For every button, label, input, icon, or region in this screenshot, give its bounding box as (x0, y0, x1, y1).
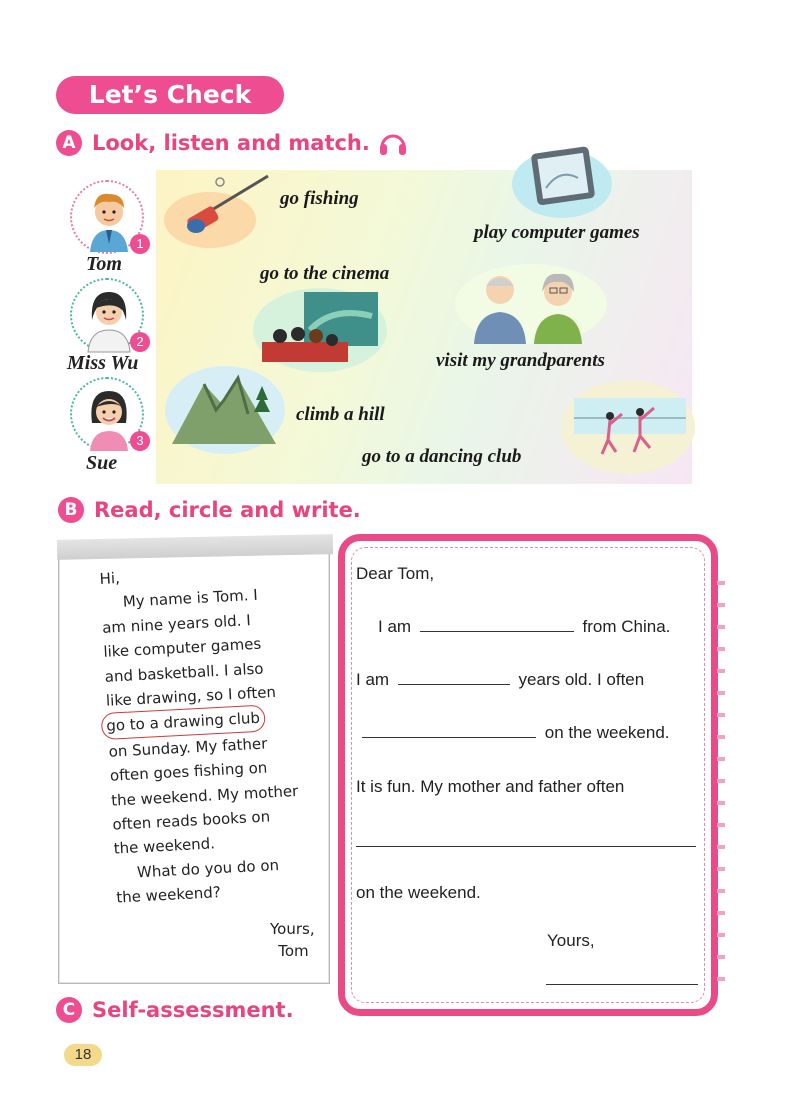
reply-line-2 (356, 670, 644, 690)
signoff-name: Tom (278, 942, 309, 960)
hill-picture (164, 364, 286, 456)
letter-line: What do you do on (136, 855, 280, 882)
letter-line: am nine years old. I (101, 610, 252, 637)
letter-line: the weekend? (115, 883, 222, 907)
section-b-letter: B (58, 497, 84, 523)
activity-go-to-the-cinema: go to the cinema (260, 263, 390, 284)
cinema-picture (252, 286, 388, 374)
match-panel (156, 170, 692, 484)
number-badge-2: 2 (130, 332, 150, 352)
page-number: 18 (64, 1044, 102, 1066)
section-b-heading (58, 497, 361, 523)
section-a-heading (56, 129, 408, 157)
headphones-icon (378, 129, 408, 157)
section-a-title: Look, listen and match. (92, 131, 370, 155)
letter-line: the weekend. (113, 834, 216, 859)
activity-go-fishing: go fishing (280, 188, 359, 209)
letter-line: My name is Tom. I (122, 586, 259, 612)
avatar-tom (70, 180, 144, 254)
blank-age[interactable] (398, 684, 510, 685)
letter-signoff (270, 918, 315, 962)
section-c-title: Self-assessment. (92, 998, 294, 1022)
reply-line-2-end: years old. I often (518, 670, 645, 689)
computer-games-picture (510, 144, 614, 220)
reply-line-1 (378, 617, 670, 637)
reply-letter-frame (338, 534, 718, 1016)
edge-decoration (717, 581, 725, 981)
name-tom: Tom (86, 253, 122, 275)
reply-line-3 (362, 723, 670, 743)
grandparents-picture (454, 260, 608, 344)
blank-parents-activity[interactable] (356, 846, 696, 847)
letter-line: like drawing, so I often (105, 682, 277, 710)
section-a-letter: A (56, 130, 82, 156)
activity-go-to-a-dancing-club: go to a dancing club (362, 446, 522, 467)
reply-inner-border (351, 547, 705, 1003)
reply-line-1-end: from China. (582, 617, 671, 636)
name-sue: Sue (86, 452, 118, 474)
reply-line-3-end: on the weekend. (544, 723, 670, 742)
letter-line: the weekend. My mother (110, 781, 299, 810)
activity-visit-my-grandparents: visit my grandparents (436, 350, 605, 371)
page-title: Let’s Check (56, 76, 284, 114)
reply-greeting: Dear Tom, (356, 564, 435, 583)
reply-line-1-start: I am (378, 617, 412, 636)
fishing-picture (162, 172, 272, 252)
blank-signature[interactable] (546, 984, 698, 985)
letter-line: and basketball. I also (104, 659, 264, 686)
letter-line: like computer games (102, 634, 262, 662)
signoff-yours: Yours, (270, 920, 315, 938)
blank-country[interactable] (420, 631, 574, 632)
reply-line-2-start: I am (356, 670, 390, 689)
section-b-title: Read, circle and write. (94, 498, 361, 522)
reply-line-6: on the weekend. (356, 883, 481, 902)
letter-text (99, 555, 343, 910)
letter-line: Hi, (99, 568, 121, 588)
number-badge-1: 1 (130, 234, 150, 254)
name-miss-wu: Miss Wu (67, 352, 139, 374)
number-badge-3: 3 (130, 431, 150, 451)
activity-play-computer-games: play computer games (474, 222, 640, 243)
section-c-letter: C (56, 997, 82, 1023)
reply-closing: Yours, (547, 931, 595, 950)
circled-phrase: go to a drawing club (101, 705, 266, 740)
letter-line: often goes fishing on (109, 758, 268, 785)
blank-activity[interactable] (362, 737, 536, 738)
activity-climb-a-hill: climb a hill (296, 404, 385, 425)
reply-line-4: It is fun. My mother and father often (356, 777, 625, 796)
section-c-heading (56, 997, 294, 1023)
letter-line: often reads books on (112, 807, 271, 834)
avatar-miss-wu (70, 278, 144, 352)
letter-line: on Sunday. My father (108, 734, 268, 761)
avatar-sue (70, 377, 144, 451)
dancing-club-picture (560, 378, 696, 476)
